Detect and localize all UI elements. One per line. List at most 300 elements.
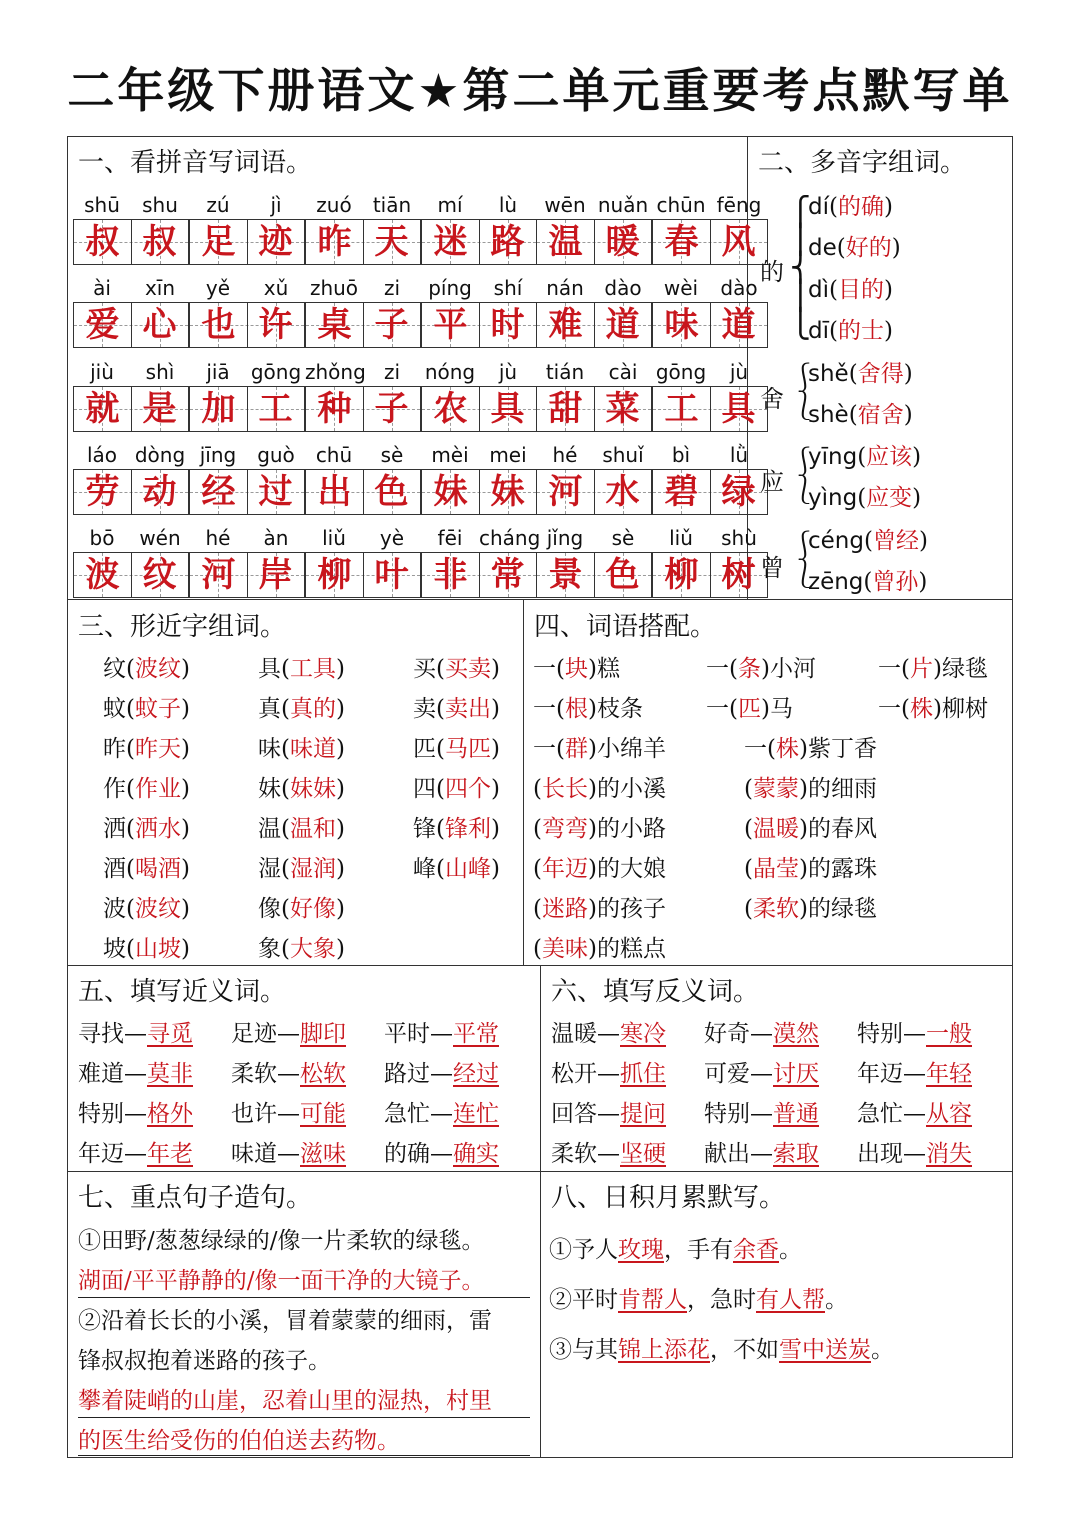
section-1-title: 一、看拼音写词语。 <box>78 148 313 178</box>
antonym-answer: 坚硬 <box>620 1141 666 1167</box>
synonym-answer: 寻觅 <box>147 1021 193 1047</box>
matching-suffix: )糕 <box>587 656 620 682</box>
pinyin-label <box>652 192 768 218</box>
antonym <box>704 1139 819 1169</box>
similar-char-item <box>413 734 500 764</box>
similar-char-word: 四个 <box>444 776 491 802</box>
pinyin-syllable: àn <box>263 526 289 550</box>
similar-char: 酒( <box>103 856 135 882</box>
matching-suffix: )小绵羊 <box>587 736 666 762</box>
matching-suffix: )柳树 <box>932 696 988 722</box>
antonym-answer: 消失 <box>926 1141 972 1167</box>
similar-char-item <box>258 694 345 724</box>
polyphone-pinyin: dí <box>808 194 829 220</box>
pinyin-label <box>652 442 768 468</box>
synonym-answer: 脚印 <box>300 1021 346 1047</box>
similar-char-item <box>258 894 345 924</box>
pinyin-syllable: ài <box>93 276 111 300</box>
recitation-line <box>549 1235 802 1265</box>
matching-suffix: )的大娘 <box>587 856 666 882</box>
antonym-word: 特别— <box>857 1021 926 1047</box>
matching-item <box>706 654 816 684</box>
paren: ) <box>883 318 893 344</box>
polyphone-item <box>808 316 893 346</box>
antonym-answer: 讨厌 <box>773 1061 819 1087</box>
tianzige-box <box>305 469 421 515</box>
synonym <box>384 1139 499 1169</box>
pinyin-syllable: jù <box>729 360 749 384</box>
synonym-answer: 可能 <box>300 1101 346 1127</box>
answer-char: 是 <box>142 389 177 429</box>
matching-item <box>744 814 877 844</box>
matching-item <box>533 894 666 924</box>
answer-char: 工 <box>258 389 293 429</box>
synonym-answer: 松软 <box>300 1061 346 1087</box>
polyphone-char: 的 <box>760 258 784 286</box>
synonym-word: 难道— <box>78 1061 147 1087</box>
matching-prefix: 一( <box>744 736 776 762</box>
paren: ) <box>180 856 190 882</box>
recitation-text: 。 <box>871 1337 894 1363</box>
pinyin-label <box>536 192 652 218</box>
similar-char-word: 昨天 <box>134 736 181 762</box>
matching-item <box>533 654 620 684</box>
paren: ( <box>857 485 867 511</box>
similar-char-word: 温和 <box>289 816 336 842</box>
paren: ( <box>829 194 838 220</box>
pinyin-label <box>421 275 537 301</box>
pinyin-syllable: wén <box>139 526 181 550</box>
matching-item <box>533 934 666 964</box>
pinyin-syllable: xīn <box>144 276 176 300</box>
answer-char: 叶 <box>374 555 409 595</box>
similar-char-word: 锋利 <box>444 816 491 842</box>
section-6-title: 六、填写反义词。 <box>551 977 760 1007</box>
recitation-text: ③与其 <box>549 1337 618 1363</box>
synonym <box>78 1019 193 1049</box>
tianzige-box <box>536 386 652 432</box>
synonym <box>231 1019 346 1049</box>
similar-char: 具( <box>258 656 290 682</box>
matching-prefix: 一( <box>533 656 565 682</box>
recitation-text: ①予人 <box>549 1237 618 1263</box>
answer-char: 就 <box>85 389 120 429</box>
brace-glyph: ⎱ <box>790 557 819 590</box>
pinyin-label <box>73 525 189 551</box>
synonym <box>231 1099 346 1129</box>
tianzige-box <box>189 552 305 598</box>
similar-char-word: 马匹 <box>444 736 491 762</box>
page-title: 二年级下册语文★第二单元重要考点默写单 <box>67 64 1013 119</box>
answer-char: 暖 <box>605 222 640 262</box>
answer-char: 味 <box>664 305 699 345</box>
similar-char-word: 山峰 <box>444 856 491 882</box>
matching-item <box>744 734 877 764</box>
matching-suffix: )的小路 <box>587 816 666 842</box>
synonym-word: 年迈— <box>78 1141 147 1167</box>
paren: ( <box>829 318 838 344</box>
recitation-answer: 锦上添花 <box>618 1337 710 1363</box>
paren: ) <box>335 776 345 802</box>
pinyin-syllable: lǜ <box>729 443 749 467</box>
answer-char: 子 <box>374 389 409 429</box>
pinyin-label <box>73 442 189 468</box>
answer-char: 水 <box>605 472 640 512</box>
pinyin-label <box>73 275 189 301</box>
paren: ) <box>335 696 345 722</box>
polyphone-word: 曾孙 <box>872 569 919 595</box>
tianzige-box <box>536 302 652 348</box>
matching-answer: 蒙蒙 <box>752 776 799 802</box>
tianzige-box <box>305 302 421 348</box>
synonym-word: 路过— <box>384 1061 453 1087</box>
answer-char: 柳 <box>317 555 352 595</box>
answer-char: 温 <box>548 222 583 262</box>
antonym-word: 急忙— <box>857 1101 926 1127</box>
paren: ) <box>180 696 190 722</box>
tianzige-box <box>189 219 305 265</box>
similar-char: 妹( <box>258 776 290 802</box>
paren: ) <box>912 485 922 511</box>
matching-suffix: )的细雨 <box>798 776 877 802</box>
antonym-word: 温暖— <box>551 1021 620 1047</box>
polyphone-pinyin: de <box>808 235 837 261</box>
antonym-answer: 漠然 <box>773 1021 819 1047</box>
paren: ) <box>490 776 500 802</box>
similar-char-item <box>258 854 345 884</box>
tianzige-box <box>305 386 421 432</box>
similar-char-word: 买卖 <box>444 656 491 682</box>
answer-char: 心 <box>142 305 177 345</box>
matching-prefix: ( <box>533 896 542 922</box>
answer-char: 也 <box>201 305 236 345</box>
matching-answer: 柔软 <box>752 896 799 922</box>
matching-suffix: )的绿毯 <box>798 896 877 922</box>
recitation-text: 。 <box>825 1287 848 1313</box>
recitation-line <box>549 1285 848 1315</box>
matching-prefix: 一( <box>878 696 910 722</box>
matching-answer: 匹 <box>737 696 761 722</box>
synonym <box>384 1019 499 1049</box>
similar-char: 洒( <box>103 816 135 842</box>
matching-suffix: )的春风 <box>798 816 877 842</box>
matching-item <box>744 854 877 884</box>
pinyin-label <box>536 275 652 301</box>
pinyin-syllable: mei <box>489 443 527 467</box>
answer-char: 加 <box>201 389 236 429</box>
polyphone-pinyin: yīng <box>808 444 858 470</box>
matching-suffix: )小河 <box>760 656 816 682</box>
paren: ) <box>335 656 345 682</box>
answer-char: 甜 <box>548 389 583 429</box>
similar-char: 坡( <box>103 936 135 962</box>
tianzige-box <box>189 386 305 432</box>
answer-char: 色 <box>374 472 409 512</box>
section-2-title: 二、多音字组词。 <box>758 148 967 178</box>
pinyin-syllable: xǔ <box>263 276 289 300</box>
answer-char: 树 <box>721 555 756 595</box>
polyphone-pinyin: dī <box>808 318 829 344</box>
tianzige-box <box>73 386 189 432</box>
similar-char-item <box>103 654 190 684</box>
answer-char: 常 <box>490 555 525 595</box>
matching-answer: 株 <box>909 696 933 722</box>
polyphone-item <box>808 567 927 597</box>
paren: ) <box>180 736 190 762</box>
pinyin-syllable: shì <box>145 360 175 384</box>
section-4-title: 四、词语搭配。 <box>534 612 717 642</box>
matching-item <box>533 734 666 764</box>
paren: ) <box>335 856 345 882</box>
synonym-word: 足迹— <box>231 1021 300 1047</box>
matching-prefix: ( <box>533 776 542 802</box>
tianzige-box <box>305 219 421 265</box>
pinyin-syllable: zhǒng <box>305 360 366 384</box>
antonym <box>857 1139 972 1169</box>
tianzige-box <box>421 302 537 348</box>
answer-char: 农 <box>433 389 468 429</box>
antonym-answer: 抓住 <box>620 1061 666 1087</box>
similar-char-word: 味道 <box>289 736 336 762</box>
synonym-answer: 年老 <box>147 1141 193 1167</box>
antonym <box>551 1139 666 1169</box>
pinyin-syllable: zú <box>206 193 230 217</box>
answer-char: 道 <box>605 305 640 345</box>
recitation-text: ，急时 <box>687 1287 756 1313</box>
similar-char-word: 卖出 <box>444 696 491 722</box>
pinyin-syllable: gōng <box>250 360 302 384</box>
matching-answer: 长长 <box>541 776 588 802</box>
matching-answer: 美味 <box>541 936 588 962</box>
pinyin-label <box>421 442 537 468</box>
polyphone-pinyin: shè <box>808 402 849 428</box>
similar-char-item <box>413 774 500 804</box>
similar-char-item <box>413 694 500 724</box>
matching-prefix: 一( <box>878 656 910 682</box>
polyphone-item <box>808 233 901 263</box>
section-3-title: 三、形近字组词。 <box>78 612 287 642</box>
matching-item <box>533 814 666 844</box>
antonym-word: 好奇— <box>704 1021 773 1047</box>
paren: ) <box>490 816 500 842</box>
tianzige-box <box>189 469 305 515</box>
matching-answer: 弯弯 <box>541 816 588 842</box>
tianzige-box <box>73 302 189 348</box>
pinyin-syllable: jì <box>270 193 282 217</box>
answer-char: 难 <box>548 305 583 345</box>
section-8-title: 八、日积月累默写。 <box>551 1183 786 1213</box>
polyphone-pinyin: shě <box>808 361 849 387</box>
similar-char: 波( <box>103 896 135 922</box>
similar-char: 湿( <box>258 856 290 882</box>
answer-char: 春 <box>664 222 699 262</box>
section-7-title: 七、重点句子造句。 <box>78 1183 313 1213</box>
matching-prefix: 一( <box>706 656 738 682</box>
pinyin-syllable: sè <box>380 443 404 467</box>
antonym-answer: 提问 <box>620 1101 666 1127</box>
polyphone-pinyin: céng <box>808 528 864 554</box>
recitation-line <box>549 1335 894 1365</box>
answer-char: 子 <box>374 305 409 345</box>
answer-char: 爱 <box>85 305 120 345</box>
pinyin-syllable: sè <box>611 526 635 550</box>
brace-glyph: ⎰ <box>790 445 819 478</box>
polyphone-word: 应变 <box>866 485 913 511</box>
sentence-1-question: ①田野/葱葱绿绿的/像一片柔软的绿毯。 <box>78 1228 485 1254</box>
brace-glyph: ⎨ <box>790 251 811 284</box>
matching-answer: 块 <box>564 656 588 682</box>
paren: ) <box>490 656 500 682</box>
similar-char-item <box>258 654 345 684</box>
matching-suffix: )的露珠 <box>798 856 877 882</box>
matching-answer: 晶莹 <box>752 856 799 882</box>
similar-char-item <box>103 734 190 764</box>
pinyin-label <box>536 359 652 385</box>
pinyin-syllable: jǐng <box>546 526 584 550</box>
pinyin-syllable: guò <box>257 443 295 467</box>
answer-char: 河 <box>201 555 236 595</box>
similar-char-item <box>103 774 190 804</box>
synonym-answer: 滋味 <box>300 1141 346 1167</box>
answer-char: 时 <box>490 305 525 345</box>
matching-prefix: ( <box>533 936 542 962</box>
pinyin-syllable: dào <box>720 276 758 300</box>
similar-char-item <box>258 814 345 844</box>
pinyin-label <box>189 359 305 385</box>
matching-item <box>878 694 988 724</box>
pinyin-syllable: cài <box>608 360 638 384</box>
pinyin-syllable: tiān <box>372 193 412 217</box>
pinyin-syllable: bō <box>89 526 115 550</box>
polyphone-word: 目的 <box>837 277 884 303</box>
matching-answer: 年迈 <box>541 856 588 882</box>
polyphone-word: 的士 <box>837 318 884 344</box>
pinyin-syllable: mèi <box>431 443 469 467</box>
similar-char-item <box>103 894 190 924</box>
pinyin-syllable: dòng <box>134 443 186 467</box>
recitation-answer: 雪中送炭 <box>779 1337 871 1363</box>
matching-item <box>533 694 643 724</box>
pinyin-syllable: fēi <box>437 526 463 550</box>
synonym-answer: 莫非 <box>147 1061 193 1087</box>
similar-char-word: 蚊子 <box>134 696 181 722</box>
pinyin-syllable: jīng <box>199 443 237 467</box>
similar-char: 温( <box>258 816 290 842</box>
answer-char: 妹 <box>433 472 468 512</box>
pinyin-syllable: shù <box>721 526 757 550</box>
paren: ) <box>180 656 190 682</box>
synonym-answer: 平常 <box>453 1021 499 1047</box>
matching-answer: 群 <box>564 736 588 762</box>
polyphone-char: 应 <box>760 468 784 496</box>
pinyin-syllable: zi <box>383 360 401 384</box>
pinyin-label <box>421 359 537 385</box>
paren: ) <box>490 696 500 722</box>
matching-prefix: ( <box>744 776 753 802</box>
pinyin-syllable: hé <box>552 443 578 467</box>
matching-prefix: ( <box>744 896 753 922</box>
recitation-text: 。 <box>779 1237 802 1263</box>
pinyin-syllable: cháng <box>479 526 541 550</box>
tianzige-box <box>536 552 652 598</box>
antonym <box>551 1099 666 1129</box>
similar-char: 匹( <box>413 736 445 762</box>
brace-glyph: ⎱ <box>790 389 819 422</box>
antonym <box>857 1019 972 1049</box>
matching-suffix: )马 <box>760 696 793 722</box>
answer-char: 动 <box>142 472 177 512</box>
synonym <box>78 1099 193 1129</box>
matching-item <box>706 694 793 724</box>
sentence-2-answer-line-1: 攀着陡峭的山崖，忍着山里的湿热，村里 <box>78 1388 492 1414</box>
tianzige-box <box>421 386 537 432</box>
similar-char-item <box>258 934 345 964</box>
polyphone-pinyin: yìng <box>808 485 858 511</box>
matching-item <box>533 774 666 804</box>
answer-char: 具 <box>490 389 525 429</box>
paren: ( <box>848 361 858 387</box>
similar-char-word: 好像 <box>289 896 336 922</box>
antonym <box>857 1059 972 1089</box>
tianzige-box <box>652 386 768 432</box>
tianzige-box <box>421 219 537 265</box>
paren: ( <box>836 235 846 261</box>
similar-char: 四( <box>413 776 445 802</box>
answer-char: 足 <box>201 222 236 262</box>
antonym <box>704 1019 819 1049</box>
matching-prefix: 一( <box>533 736 565 762</box>
matching-item <box>878 654 988 684</box>
answer-char: 柳 <box>664 555 699 595</box>
answer-char: 过 <box>258 472 293 512</box>
similar-char: 峰( <box>413 856 445 882</box>
pinyin-label <box>421 192 537 218</box>
pinyin-label <box>305 442 421 468</box>
similar-char-word: 真的 <box>289 696 336 722</box>
paren: ( <box>863 528 873 554</box>
polyphone-item <box>808 192 893 222</box>
tianzige-box <box>652 302 768 348</box>
answer-char: 色 <box>605 555 640 595</box>
pinyin-syllable: píng <box>428 276 472 300</box>
synonym-word: 特别— <box>78 1101 147 1127</box>
pinyin-syllable: zi <box>383 276 401 300</box>
pinyin-syllable: tián <box>545 360 585 384</box>
brace-glyph: ⎰ <box>790 529 819 562</box>
sentence-2-question-line-2: 锋叔叔抱着迷路的孩子。 <box>78 1348 331 1374</box>
similar-char-word: 妹妹 <box>289 776 336 802</box>
pinyin-label <box>305 359 421 385</box>
paren: ) <box>912 444 922 470</box>
similar-char-item <box>103 694 190 724</box>
answer-char: 叔 <box>142 222 177 262</box>
pinyin-label <box>652 359 768 385</box>
pinyin-syllable: jiā <box>206 360 230 384</box>
answer-char: 叔 <box>85 222 120 262</box>
matching-prefix: ( <box>744 816 753 842</box>
recitation-text: ，不如 <box>710 1337 779 1363</box>
antonym <box>551 1059 666 1089</box>
antonym-answer: 年轻 <box>926 1061 972 1087</box>
paren: ) <box>335 736 345 762</box>
tianzige-box <box>652 219 768 265</box>
polyphone-word: 应该 <box>866 444 913 470</box>
pinyin-syllable: nán <box>546 276 584 300</box>
similar-char: 真( <box>258 696 290 722</box>
pinyin-syllable: zhuō <box>309 276 359 300</box>
synonym-answer: 经过 <box>453 1061 499 1087</box>
brace-glyph: ⎱ <box>790 473 819 506</box>
